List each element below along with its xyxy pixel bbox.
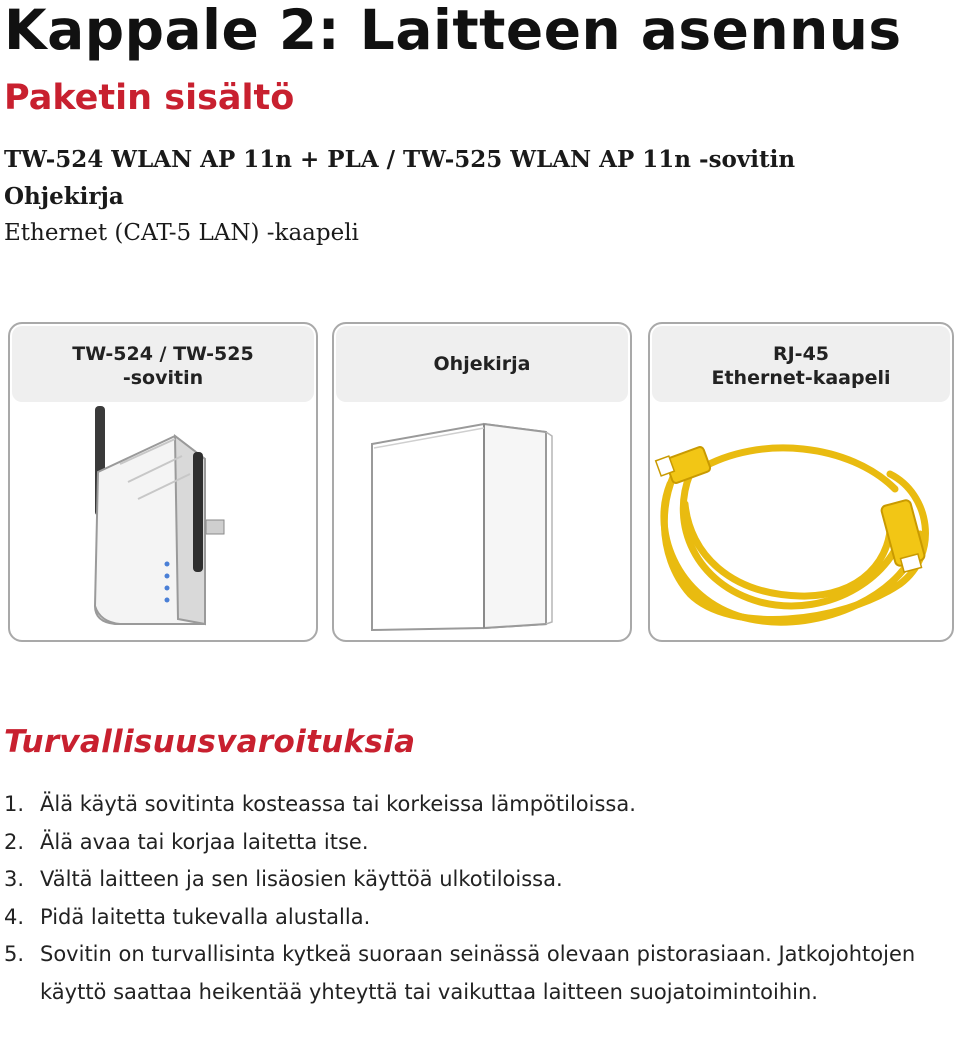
safety-item-number: 1. xyxy=(4,792,25,816)
manual-panel xyxy=(332,322,632,642)
cable-panel xyxy=(648,322,954,642)
package-item-cable: Ethernet (CAT-5 LAN) -kaapeli xyxy=(4,220,359,246)
safety-heading: Turvallisuusvaroituksia xyxy=(4,724,416,760)
safety-item-text: Älä avaa tai korjaa laitetta itse. xyxy=(40,829,369,854)
adapter-label-line2: -sovitin xyxy=(122,367,204,389)
cable-icon xyxy=(650,324,956,644)
safety-item-text: Vältä laitteen ja sen lisäosien käyttöä ulkotiloissa. xyxy=(40,867,563,891)
safety-item-number: 2. xyxy=(4,829,25,854)
safety-list xyxy=(4,786,954,1011)
rj45-plug-left xyxy=(656,446,712,484)
safety-item-text: Pidä laitetta tukevalla alustalla. xyxy=(40,904,371,929)
safety-item xyxy=(4,824,954,862)
safety-item-text: Sovitin on turvallisinta kytkeä suoraan seinässä olevaan pistorasiaan. Jatkojohtojen käyttö saattaa heikentää yhteyttä tai vaikuttaa laitteen suojatoimintoihin. xyxy=(40,942,916,1004)
package-illustration xyxy=(6,306,958,646)
safety-item-number: 3. xyxy=(4,867,25,891)
safety-item xyxy=(4,936,954,1011)
package-item-adapter: TW-524 WLAN AP 11n + PLA / TW-525 WLAN AP 11n -sovitin xyxy=(4,146,796,173)
safety-item xyxy=(4,786,954,824)
safety-item-text: Älä käytä sovitinta kosteassa tai korkeissa lämpötiloissa. xyxy=(40,792,636,816)
adapter-icon xyxy=(10,324,320,644)
page-title: Kappale 2: Laitteen asennus xyxy=(4,0,902,62)
safety-item xyxy=(4,899,954,937)
cable-label-line2: Ethernet-kaapeli xyxy=(711,367,891,389)
package-contents-heading: Paketin sisältö xyxy=(4,78,295,118)
package-contents-list xyxy=(4,141,795,252)
safety-item-number: 5. xyxy=(4,942,25,966)
cable-label-line1: RJ-45 xyxy=(772,343,830,365)
package-item-manual: Ohjekirja xyxy=(4,183,124,210)
adapter-label-line1: TW-524 / TW-525 xyxy=(72,343,254,365)
safety-item xyxy=(4,861,954,899)
adapter-panel xyxy=(8,322,318,642)
manual-label-line1: Ohjekirja xyxy=(433,353,531,375)
manual-icon xyxy=(334,324,634,644)
safety-item-number: 4. xyxy=(4,904,25,929)
